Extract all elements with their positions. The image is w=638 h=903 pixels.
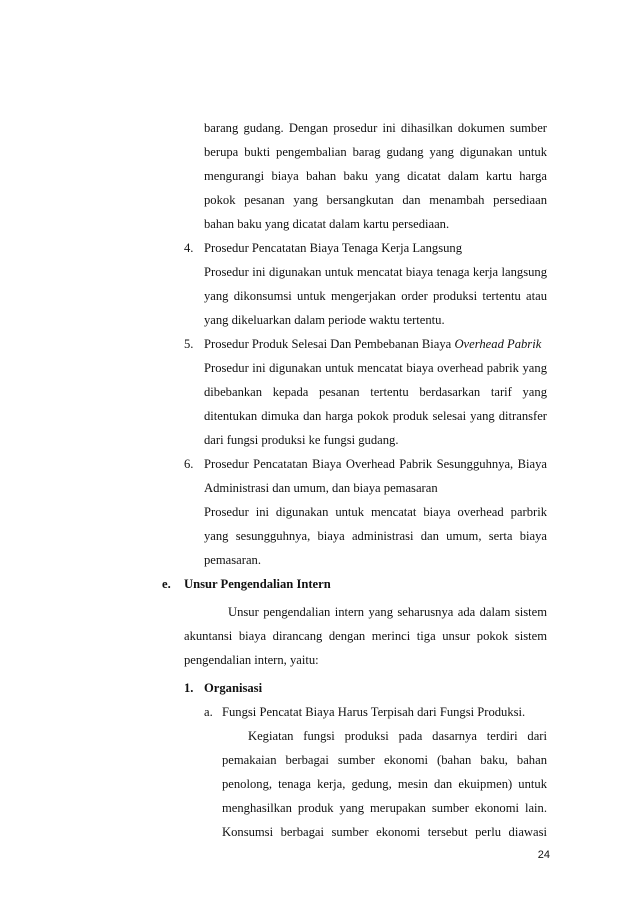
list-item-title: Prosedur Pencatatan Biaya Tenaga Kerja Langsung: [204, 241, 463, 255]
subsection-heading: Organisasi: [204, 681, 263, 695]
list-item-title: Fungsi Pencatat Biaya Harus Terpisah dari Fungsi Produksi.: [222, 705, 526, 719]
body-text-line: barang gudang. Dengan prosedur ini dihasilkan dokumen sumber: [204, 121, 547, 135]
body-text-line: pemasaran.: [204, 553, 261, 567]
body-text-line: menghasilkan produk yang merupakan sumber ekonomi lain.: [222, 801, 547, 815]
body-text-line: pengendalian intern, yaitu:: [184, 653, 319, 667]
body-text-line: ditentukan dimuka dan harga pokok produk selesai yang ditransfer: [204, 409, 547, 423]
list-letter: a.: [204, 705, 213, 719]
subsection-number: 1.: [184, 681, 194, 695]
body-text-line: yang sesungguhnya, biaya administrasi dan umum, serta biaya: [204, 529, 547, 543]
body-text-line: Unsur pengendalian intern yang seharusnya ada dalam sistem: [228, 605, 547, 619]
body-text-line: pemakaian berbagai sumber ekonomi (bahan baku, bahan: [222, 753, 547, 767]
body-text-line: dibebankan kepada pesanan tertentu berdasarkan tarif yang: [204, 385, 547, 399]
list-number: 5.: [184, 337, 194, 351]
body-text-line: Konsumsi berbagai sumber ekonomi tersebut perlu diawasi: [222, 825, 547, 839]
body-text-line: dari fungsi produksi ke fungsi gudang.: [204, 433, 399, 447]
body-text-line: bahan baku yang dicatat dalam kartu persediaan.: [204, 217, 450, 231]
list-item-title: [204, 336, 541, 352]
section-letter: e.: [162, 577, 171, 591]
body-text-line: Prosedur ini digunakan untuk mencatat biaya tenaga kerja langsung: [204, 265, 547, 279]
body-text-line: yang dikonsumsi untuk mengerjakan order produksi tertentu atau: [204, 289, 547, 303]
body-text-line: mengurangi biaya bahan baku yang dicatat dalam kartu harga: [204, 169, 547, 183]
list-number: 6.: [184, 457, 194, 471]
body-text-line: Prosedur ini digunakan untuk mencatat biaya overhead parbrik: [204, 505, 547, 519]
list-item-title: Prosedur Pencatatan Biaya Overhead Pabrik Sesungguhnya, Biaya: [204, 457, 547, 471]
section-heading: Unsur Pengendalian Intern: [184, 577, 331, 591]
list-number: 4.: [184, 241, 194, 255]
body-text-line: Prosedur ini digunakan untuk mencatat biaya overhead pabrik yang: [204, 361, 547, 375]
body-text-line: akuntansi biaya dirancang dengan merinci tiga unsur pokok sistem: [184, 629, 547, 643]
body-text-line: yang dikeluarkan dalam periode waktu tertentu.: [204, 313, 445, 327]
body-text-line: pokok pesanan yang bersangkutan dan menambah persediaan: [204, 193, 547, 207]
body-text-line: Kegiatan fungsi produksi pada dasarnya terdiri dari: [248, 729, 547, 743]
body-text-line: penolong, tenaga kerja, gedung, mesin dan ekuipmen) untuk: [222, 777, 547, 791]
title-text: Prosedur Produk Selesai Dan Pembebanan Biaya: [204, 337, 452, 351]
title-italic-text: Overhead Pabrik: [454, 337, 542, 351]
list-item-title: Administrasi dan umum, dan biaya pemasaran: [204, 481, 438, 495]
page-number: 24: [537, 849, 550, 861]
body-text-line: berupa bukti pengembalian barag gudang yang digunakan untuk: [204, 145, 547, 159]
